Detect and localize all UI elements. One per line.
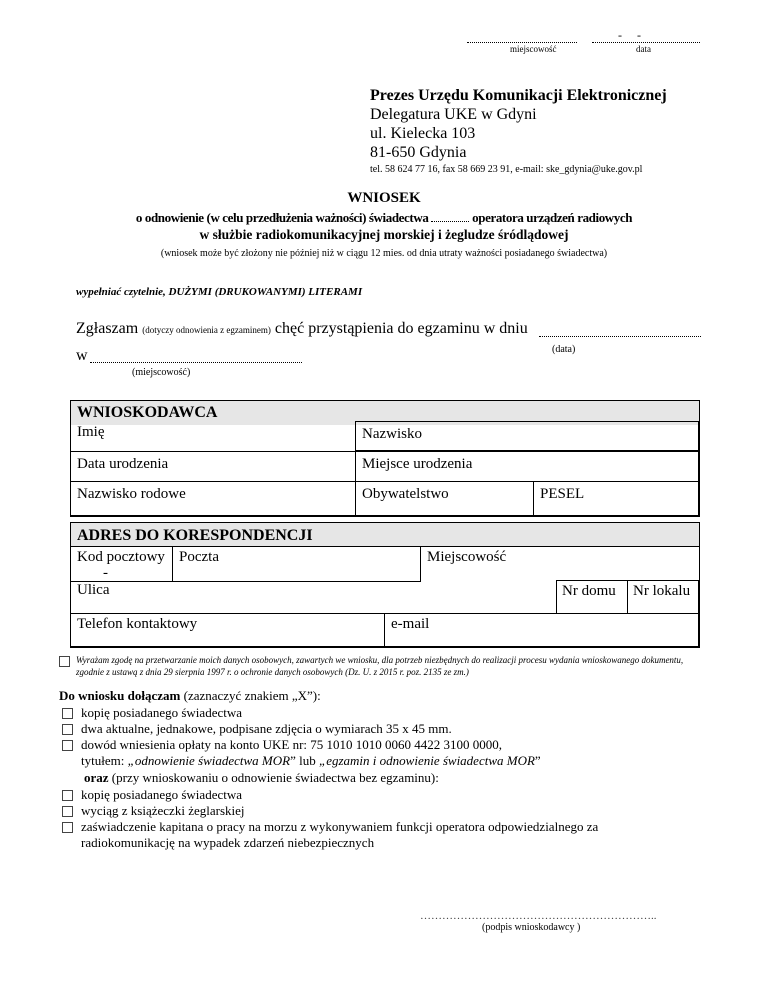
postal-code-field[interactable]: [70, 546, 173, 582]
form-title: WNIOSEK: [347, 190, 421, 206]
exam-line: [76, 320, 528, 338]
postal-code-label: Kod pocztowy: [77, 549, 165, 565]
birth-date-label: Data urodzenia: [77, 456, 169, 472]
attach-item-1: [62, 705, 541, 721]
place-line[interactable]: [467, 42, 577, 43]
addressee-line2: ul. Kielecka 103: [370, 125, 476, 142]
attach-item-1-label: kopię posiadanego świadectwa: [81, 705, 243, 720]
also-checkbox-2[interactable]: [62, 806, 73, 817]
exam-date-label: (data): [552, 344, 576, 355]
date-line[interactable]: [592, 42, 700, 43]
place-label: miejscowość: [510, 44, 557, 54]
attach-label-bold: Do wniosku dołączam: [59, 688, 181, 703]
also-item-3-line1: zaświadczenie kapitana o pracy na morzu z wykonywaniem funkcji operatora odpowiedzialnego za: [81, 819, 599, 834]
address-title: ADRES DO KORESPONDENCJI: [77, 527, 313, 544]
exam-paren: (dotyczy odnowienia z egzaminem): [142, 325, 271, 335]
attach-label-rest: (zaznaczyć znakiem „X”):: [183, 688, 321, 703]
post-office-field[interactable]: [172, 546, 421, 582]
birth-place-label: Miejsce urodzenia: [362, 456, 473, 472]
pesel-label: PESEL: [540, 486, 585, 502]
house-no-field[interactable]: [556, 580, 628, 614]
addressee-contact: tel. 58 624 77 16, fax 58 669 23 91, e-mail: ske_gdynia@uke.gov.pl: [370, 164, 643, 175]
attach-item-2: [62, 721, 541, 737]
house-no-label: Nr domu: [562, 583, 616, 599]
form-subtitle-2: w służbie radiokomunikacyjnej morskiej i żegludze śródlądowej: [199, 227, 569, 242]
city-field[interactable]: [420, 546, 699, 582]
exam-zglaszam: Zgłaszam: [76, 320, 139, 337]
form-note: (wniosek może być złożony nie później niż w ciągu 12 mies. od dnia utraty ważności posiadanego świadectwa): [160, 248, 608, 259]
also-item-1-label: kopię posiadanego świadectwa: [81, 787, 243, 802]
attach-item-3-end: ”: [534, 753, 541, 768]
also-list: [62, 787, 598, 851]
addressee-line3: 81-650 Gdynia: [370, 144, 467, 161]
attach-item-2-label: dwa aktualne, jednakowe, podpisane zdjęcia o wymiarach 35 x 45 mm.: [81, 721, 452, 736]
city-label: Miejscowość: [427, 549, 507, 565]
instruction: wypełniać czytelnie, DUŻYMI (DRUKOWANYMI) LITERAMI: [76, 286, 363, 298]
form-subtitle-1: [0, 210, 768, 226]
last-name-field[interactable]: [355, 421, 699, 451]
attach-checkbox-1[interactable]: [62, 708, 73, 719]
exam-date-field[interactable]: [539, 336, 701, 337]
consent-checkbox[interactable]: [59, 656, 70, 667]
street-label: Ulica: [77, 582, 110, 598]
applicant-title: WNIOSKODAWCA: [77, 404, 218, 421]
phone-label: Telefon kontaktowy: [77, 616, 198, 632]
also-item-2-label: wyciąg z książeczki żeglarskiej: [81, 803, 245, 818]
date-label: data: [636, 44, 651, 54]
attach-checkbox-3[interactable]: [62, 740, 73, 751]
citizenship-label: Obywatelstwo: [362, 486, 449, 502]
addressee-block: [370, 86, 667, 162]
email-label: e-mail: [391, 616, 430, 632]
also-label-bold: oraz: [84, 770, 109, 785]
first-name-label: Imię: [77, 424, 105, 440]
addressee-title: Prezes Urzędu Komunikacji Elektronicznej: [370, 87, 667, 104]
also-checkbox-3[interactable]: [62, 822, 73, 833]
also-item-3-line2: radiokomunikację na wypadek zdarzeń niebezpiecznych: [81, 835, 375, 850]
exam-place-field[interactable]: [90, 362, 302, 363]
signature-label: (podpis wnioskodawcy ): [482, 922, 581, 933]
attach-heading: [59, 688, 321, 704]
exam-place-label: (miejscowość): [132, 367, 191, 378]
also-heading: [84, 770, 439, 786]
attach-list: [62, 705, 541, 769]
exam-rest: chęć przystąpienia do egzaminu w dniu: [274, 320, 528, 337]
birth-place-field[interactable]: [355, 451, 699, 482]
attach-item-3-line1: dowód wniesienia opłaty na konto UKE nr: 75 1010 1010 0060 4422 3100 0000,: [81, 737, 503, 752]
family-name-label: Nazwisko rodowe: [77, 486, 186, 502]
exam-w: w: [76, 347, 88, 364]
postal-code-dash: -: [103, 565, 108, 581]
also-checkbox-1[interactable]: [62, 790, 73, 801]
flat-no-label: Nr lokalu: [633, 583, 691, 599]
attach-item-3-mid: ” lub: [290, 753, 319, 768]
signature-line[interactable]: ………………………………………………………..: [420, 910, 657, 922]
also-item-1: [62, 787, 598, 803]
post-office-label: Poczta: [179, 549, 219, 565]
phone-field[interactable]: [70, 613, 385, 647]
subtitle-part-b: operatora urządzeń radiowych: [472, 210, 633, 225]
addressee-line1: Delegatura UKE w Gdyni: [370, 106, 537, 123]
street-field[interactable]: [70, 580, 557, 614]
attach-item-3-title2: „egzamin i odnowienie świadectwa MOR: [318, 753, 535, 768]
attach-checkbox-2[interactable]: [62, 724, 73, 735]
last-name-label: Nazwisko: [362, 426, 422, 442]
family-name-field[interactable]: [70, 481, 356, 516]
birth-date-field[interactable]: [70, 451, 356, 482]
also-item-2: [62, 803, 598, 819]
also-item-3: [62, 819, 598, 851]
citizenship-field[interactable]: [355, 481, 534, 516]
attach-item-3-prefix: tytułem:: [81, 753, 128, 768]
flat-no-field[interactable]: [627, 580, 699, 614]
email-field[interactable]: [384, 613, 699, 647]
consent-text: Wyrażam zgodę na przetwarzanie moich danych osobowych, zawartych we wniosku, dla potrzeb niezbędnych do realizacji procesu wydania wnioskowanego dokumentu, zgodnie z ustawą z dnia 29 sierpnia 1997 r. o ochronie danych osobowych (Dz. U. z 2015 r. poz. 2135 ze zm.): [76, 655, 684, 677]
pesel-field[interactable]: [533, 481, 699, 516]
attach-item-3: [62, 737, 541, 769]
subtitle-part-a: o odnowienie (w celu przedłużenia ważności) świadectwa: [135, 210, 429, 225]
date-dashes: - -: [618, 28, 641, 42]
attach-item-3-title1: „odnowienie świadectwa MOR: [127, 753, 291, 768]
also-label-rest: (przy wnioskowaniu o odnowienie świadectwa bez egzaminu):: [111, 770, 439, 785]
